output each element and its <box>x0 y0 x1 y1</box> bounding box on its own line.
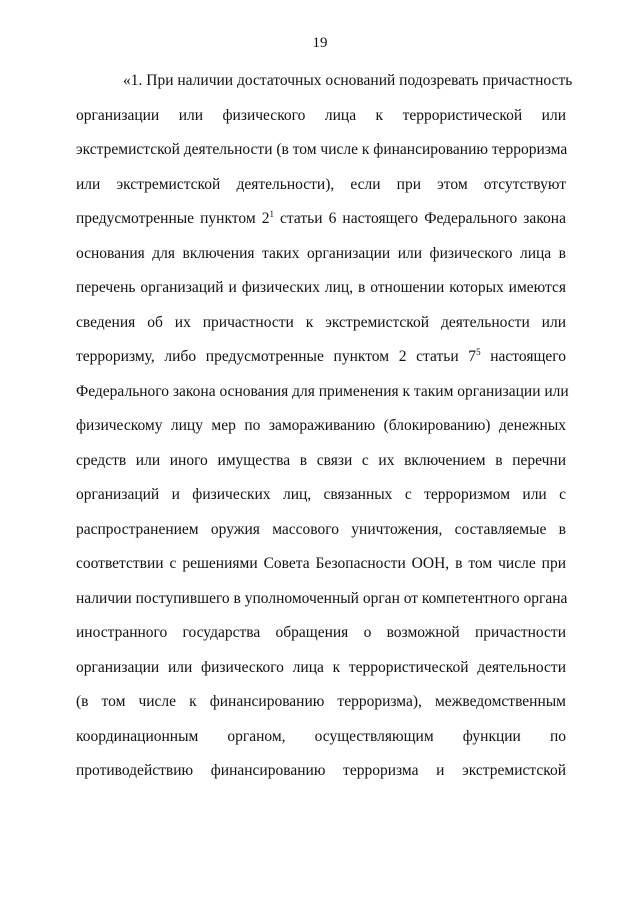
text-line: физическому лицу мер по замораживанию (блокированию) денежных <box>76 417 566 434</box>
superscript: 1 <box>269 209 274 219</box>
text-line: «1. При наличии достаточных оснований подозревать причастность <box>123 72 573 89</box>
text-line: противодействию финансированию терроризма и экстремистской <box>76 762 566 779</box>
text-line: средств или иного имущества в связи с их включением в перечни <box>76 451 566 469</box>
text-line: перечень организаций и физических лиц, в отношении которых имеются <box>76 279 566 296</box>
page-number: 19 <box>312 35 328 51</box>
text-line: распространением оружия массового уничтожения, составляемые в <box>76 520 566 538</box>
text-segment: настоящего <box>480 348 566 365</box>
text-segment: статьи 6 настоящего Федерального закона <box>273 210 566 227</box>
text-line: основания для включения таких организации или физического лица в <box>76 244 566 262</box>
text-line: наличии поступившего в уполномоченный орган от компетентного органа <box>76 589 568 607</box>
text-line: или экстремистской деятельности), если при этом отсутствуют <box>76 175 566 193</box>
text-segment: предусмотренные пунктом 2 <box>76 210 270 227</box>
text-line: соответствии с решениями Совета Безопасности ООН, в том числе при <box>76 555 566 572</box>
text-line: координационным органом, осуществляющим функции по <box>76 727 566 745</box>
text-line: иностранного государства обращения о возможной причастности <box>76 624 566 641</box>
text-line: организаций и физических лиц, связанных с терроризмом или с <box>76 486 566 503</box>
text-line <box>76 348 566 383</box>
body-paragraph <box>76 72 573 797</box>
text-line: экстремистской деятельности (в том числе к финансированию терроризма <box>76 141 568 158</box>
text-line: (в том числе к финансированию терроризма), межведомственным <box>76 693 566 710</box>
text-line: организации или физического лица к террористической деятельности <box>76 658 566 676</box>
superscript: 5 <box>476 347 481 357</box>
text-line: организации или физического лица к террористической или <box>76 106 566 124</box>
text-line <box>76 210 566 245</box>
text-line: сведения об их причастности к экстремистской деятельности или <box>76 313 566 331</box>
text-segment: терроризму, либо предусмотренные пунктом 2 статьи 7 <box>76 348 477 365</box>
text-line: Федерального закона основания для применения к таким организации или <box>76 382 569 400</box>
